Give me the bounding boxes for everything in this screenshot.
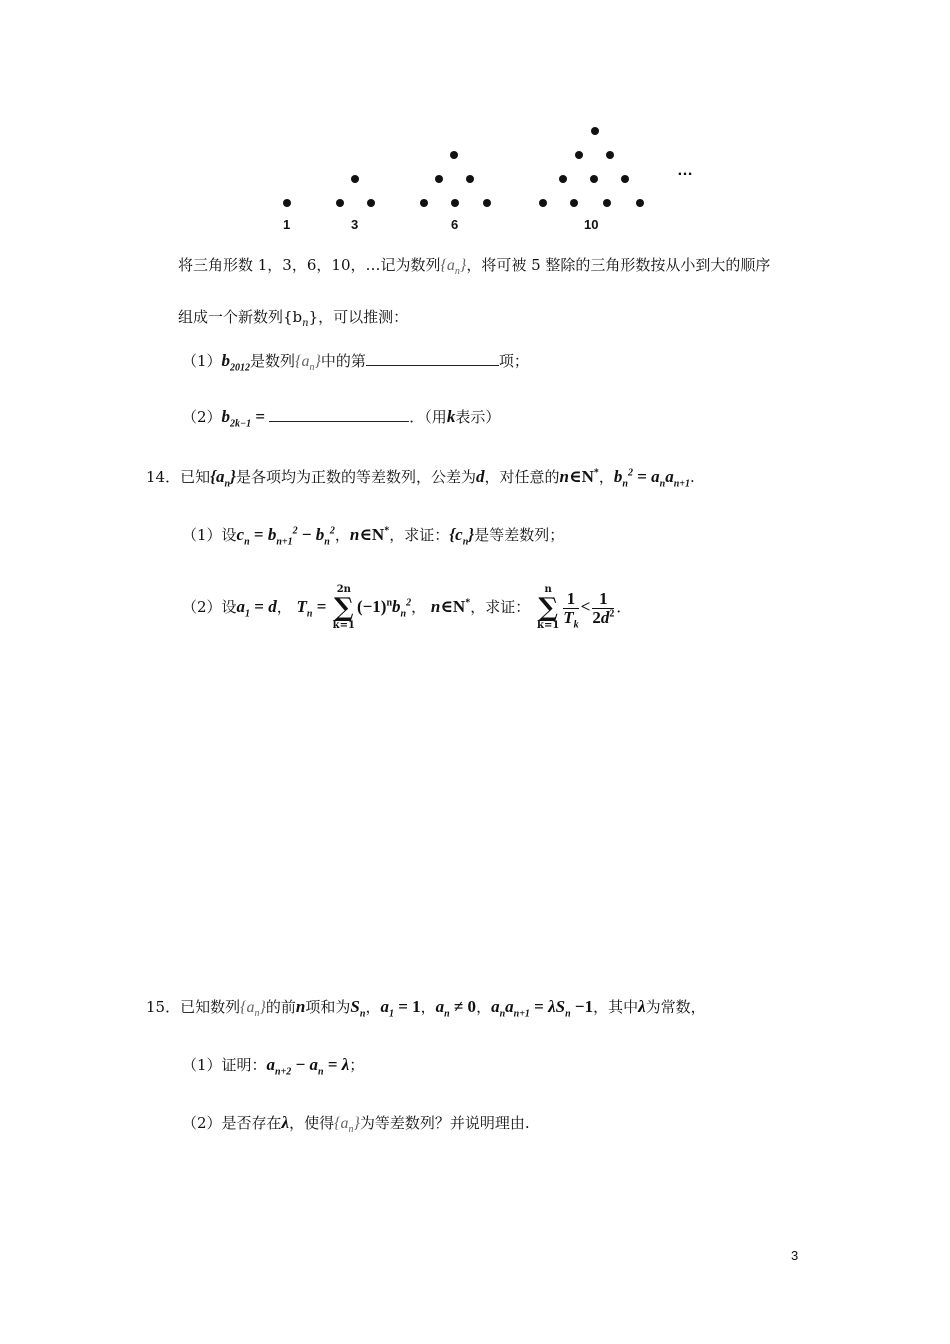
p13-question1: $(1)b_{2012}$是数列$\{a_n\}$中的第 项； — [182, 351, 529, 374]
ellipsis: … — [677, 162, 693, 179]
label-10: 10 — [584, 217, 599, 232]
p13-question2: $(2)b_{2k-1}$ = ．（用k表示） — [182, 407, 501, 430]
p14-question1: （1）设$c_n = b_{n+1}^2 - b_n^2$，n∈N*，求证：$\{c_n\}$是等差数列； — [182, 525, 565, 548]
page-number: 3 — [791, 1248, 799, 1263]
p13-line1: 将三角形数 1，3，6，10，…记为数列$\{a_n\}$，将可被 5 整除的三角形数按从小到大的顺序 — [178, 256, 771, 278]
label-6: 6 — [451, 217, 459, 232]
label-1: 1 — [283, 217, 291, 232]
p14-statement: 14．已知$\{a_n\}$是各项均为正数的等差数列，公差为d，对任意的n∈N*，$b_n^2 = a_na_{n+1}$. — [146, 467, 695, 490]
p15-question1: （1）证明：$a_{n+2} - a_n = \lambda$； — [182, 1055, 365, 1078]
p15-statement: 15．已知数列$\{a_n\}$的前n项和为$S_n$，$a_1 = 1$，$a_n \ne 0$，$a_na_{n+1} = \lambda S_n -1$，其中λ为常数， — [146, 997, 706, 1020]
label-3: 3 — [351, 217, 359, 232]
dot-pattern — [0, 0, 950, 215]
p15-question2: （2）是否存在λ，使得$\{a_n\}$为等差数列？并说明理由. — [182, 1113, 530, 1136]
p14-question2: （2）设$a_1 = d$， $T_n$ = 2n ∑ k=1 $(-1)^nb_n^2$， n∈N*，求证： n ∑ k=1 $\frac{1}{T_k}$ < $\frac{1}{2d^2}$ ． — [182, 584, 632, 631]
p13-line2: 组成一个新数列$\{b_n\}$，可以推测： — [178, 308, 409, 329]
